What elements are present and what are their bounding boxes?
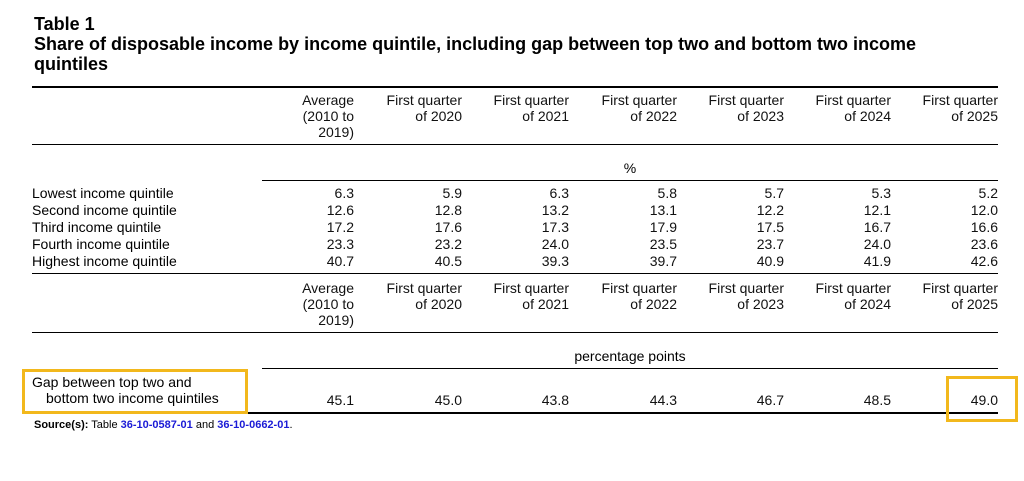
unit-rule-1 (262, 180, 998, 181)
table-cell: 12.2 (756, 202, 784, 218)
table-cell: 16.7 (863, 219, 891, 235)
col-header-5: First quarter of 2024 (815, 92, 891, 124)
col-header-6: First quarter of 2025 (922, 92, 998, 124)
table-cell: 46.7 (756, 392, 784, 408)
unit-percentage-points: percentage points (574, 348, 686, 364)
col-header-1: First quarter of 2020 (386, 92, 462, 124)
table-cell: 5.3 (871, 185, 891, 201)
table-cell: 12.0 (970, 202, 998, 218)
table-cell: 17.3 (541, 219, 569, 235)
table-cell: 17.5 (756, 219, 784, 235)
table-cell: 43.8 (541, 392, 569, 408)
table-cell: 13.1 (649, 202, 677, 218)
gap-row-label: Gap between top two and bottom two income quintiles (32, 374, 219, 406)
table-number: Table 1 (34, 14, 95, 34)
table-cell: 44.3 (649, 392, 677, 408)
table-cell: 5.9 (442, 185, 462, 201)
unit-percent: % (623, 160, 637, 176)
table-cell: 12.8 (434, 202, 462, 218)
col-header-0: Average (2010 to 2019) (302, 92, 354, 140)
col-header-0: Average (2010 to 2019) (302, 280, 354, 328)
table-cell: 48.5 (863, 392, 891, 408)
col-header-4: First quarter of 2023 (708, 280, 784, 312)
source-text: . (289, 419, 293, 431)
source-note (34, 418, 293, 432)
unit-rule-2 (262, 368, 998, 369)
table-cell: 40.7 (326, 253, 354, 269)
highlight-box-2025-gap-value (946, 376, 1018, 422)
header-rule-1 (32, 144, 998, 145)
col-header-2: First quarter of 2021 (493, 92, 569, 124)
top-rule (32, 86, 998, 88)
row-label: Second income quintile (32, 202, 177, 218)
table-cell: 39.3 (541, 253, 569, 269)
mid-rule (32, 273, 998, 274)
table-cell: 17.2 (326, 219, 354, 235)
table-cell: 41.9 (863, 253, 891, 269)
table-cell: 42.6 (970, 253, 998, 269)
table-cell: 5.8 (657, 185, 677, 201)
header-rule-2 (32, 332, 998, 333)
table-cell: 16.6 (970, 219, 998, 235)
table-cell: 5.7 (764, 185, 784, 201)
source-text: Table (91, 419, 118, 431)
table-cell: 6.3 (549, 185, 569, 201)
table-cell: 6.3 (334, 185, 354, 201)
table-cell: 24.0 (541, 236, 569, 252)
table-cell: 23.3 (326, 236, 354, 252)
source-text: and (195, 419, 215, 431)
row-label: Third income quintile (32, 219, 162, 235)
col-header-3: First quarter of 2022 (601, 280, 677, 312)
table-cell: 23.5 (649, 236, 677, 252)
table-cell: 13.2 (541, 202, 569, 218)
table-cell: 17.9 (649, 219, 677, 235)
table-cell: 45.0 (434, 392, 462, 408)
col-header-2: First quarter of 2021 (493, 280, 569, 312)
table-cell: 12.1 (863, 202, 891, 218)
table-cell: 23.2 (434, 236, 462, 252)
source-label: Source(s): (34, 419, 89, 431)
table-cell: 12.6 (326, 202, 354, 218)
source-link-1[interactable]: 36-10-0587-01 (120, 419, 193, 431)
row-label: Highest income quintile (32, 253, 177, 269)
table-cell: 17.6 (434, 219, 462, 235)
col-header-6: First quarter of 2025 (922, 280, 998, 312)
table-cell: 23.6 (970, 236, 998, 252)
highlight-box-gap-label (22, 369, 248, 414)
row-label: Fourth income quintile (32, 236, 170, 252)
col-header-5: First quarter of 2024 (815, 280, 891, 312)
table-cell: 24.0 (863, 236, 891, 252)
table-cell: 5.2 (978, 185, 998, 201)
row-label: Lowest income quintile (32, 185, 174, 201)
col-header-1: First quarter of 2020 (386, 280, 462, 312)
source-link-2[interactable]: 36-10-0662-01 (217, 419, 290, 431)
table-title-block (34, 14, 994, 74)
table-cell: 23.7 (756, 236, 784, 252)
table-title: Share of disposable income by income quintile, including gap between top two and bottom two income quintiles (34, 34, 917, 74)
table-cell: 49.0 (970, 392, 998, 408)
table-cell: 40.5 (434, 253, 462, 269)
col-header-4: First quarter of 2023 (708, 92, 784, 124)
table-cell: 39.7 (649, 253, 677, 269)
col-header-3: First quarter of 2022 (601, 92, 677, 124)
table-cell: 45.1 (326, 392, 354, 408)
table-cell: 40.9 (756, 253, 784, 269)
